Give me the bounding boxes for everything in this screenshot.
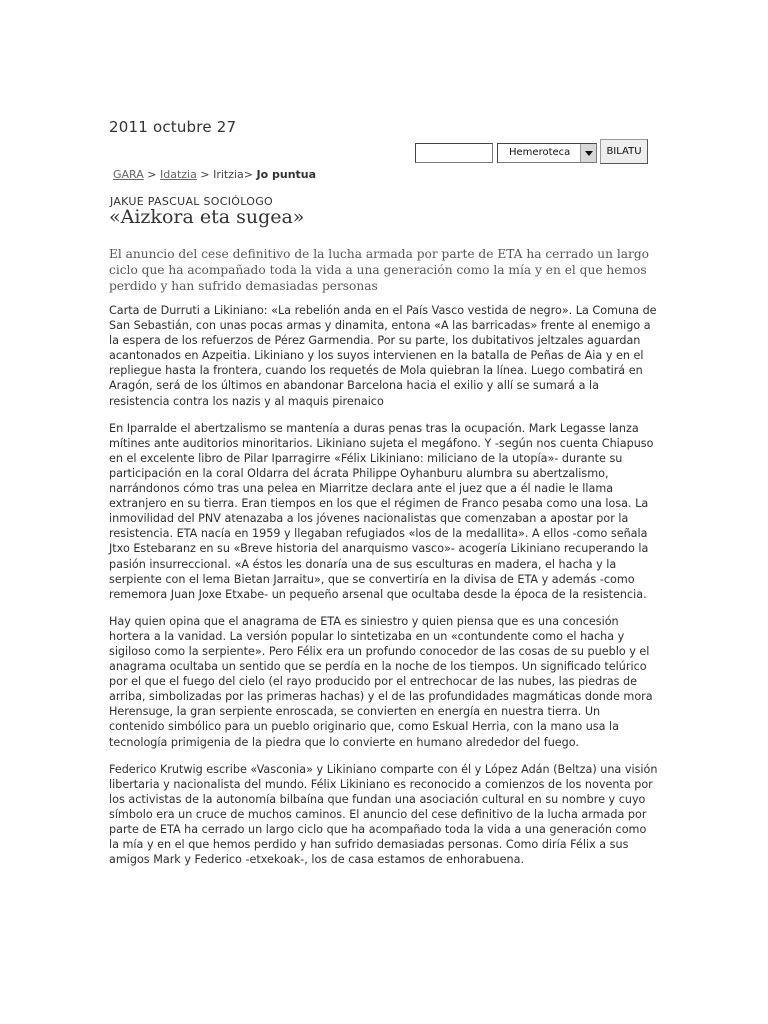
article-paragraph: Carta de Durruti a Likiniano: «La rebelión anda en el País Vasco vestida de negro». La Comuna de San Sebastián, con unas pocas armas y dinamita, entona «A las barricadas» frente al enemigo a la espera de los refuerzos de Pérez Garmendia. Por su parte, los dubitativos jeltzales aguardan acantonados en Azpeitia. Likiniano y los suyos intervienen en la batalla de Peñas de Aia y en el repliegue hasta la frontera, cuando los requetés de Mola quiebran la línea. Luego combatirá en Aragón, será de los últimos en abandonar Barcelona hacia el exilio y allí se sumará a la resistencia contra los nazis y al maquis pirenaico (109, 304, 657, 408)
search-input[interactable] (415, 143, 493, 163)
page-date: 2011 octubre 27 (109, 118, 237, 136)
bilatu-button[interactable]: BILATU (600, 139, 648, 164)
hemeroteca-select[interactable] (497, 143, 597, 163)
article-lede: El anuncio del cese definitivo de la lucha armada por parte de ETA ha cerrado un largo ciclo que ha acompañado toda la vida a una generación como la mía y en el que hemos perdido y han sufrido demasiadas personas (109, 247, 650, 293)
breadcrumb-separator: > (200, 168, 210, 181)
breadcrumb-current: Jo puntua (256, 168, 317, 181)
article-body (109, 303, 659, 879)
article-title: «Aizkora eta sugea» (109, 206, 305, 228)
breadcrumb (113, 168, 316, 181)
article-author: JAKUE PASCUAL SOCIÓLOGO (110, 195, 274, 208)
article-paragraph: Hay quien opina que el anagrama de ETA es siniestro y quien piensa que es una concesión hortera a la vanidad. La versión popular lo sintetizaba en un «contundente como el hacha y sigiloso como la serpiente». Pero Félix era un profundo conocedor de las cosas de su pueblo y el anagrama ocultaba un sentido que se perdía en la noche de los tiempos. Un significado telúrico por el que el fuego del cielo (el rayo producido por el entrechocar de las nubes, las piedras de arriba, simbolizadas por las primeras hachas) y el de las profundidades magmáticas donde mora Herensuge, la gran serpiente enroscada, se convierten en energía en nuestra tierra. Un contenido simbólico para un pueblo originario que, como Eskual Herria, con la mano usa la tecnología primigenia de la piedra que lo convierte en humano alrededor del fuego. (109, 614, 653, 749)
article-paragraph: En Iparralde el abertzalismo se mantenía a duras penas tras la ocupación. Mark Legasse lanza mítines ante auditorios minoritarios. Likiniano sujeta el megáfono. Y -según nos cuenta Chiapuso en el excelente libro de Pilar Iparragirre «Félix Likiniano: miliciano de la utopía»- durante su participación en la coral Oldarra del ácrata Philippe Oyhanburu alumbra su abertzalismo, narrándonos cómo tras una pelea en Miarritze declara ante el juez que a él nadie le llama extranjero en su tierra. Eran tiempos en los que el régimen de Franco pesaba como una losa. La inmovilidad del PNV atenazaba a los jóvenes nacionalistas que comenzaban a apostar por la resistencia. ETA nacía en 1959 y llegaban refugiados «los de la medallita». A ellos -como señala Jtxo Estebaranz en su «Breve historia del anarquismo vasco»- acogería Likiniano recuperando la pasión insurreccional. «A éstos les donaría una de sus esculturas en madera, el hacha y la serpiente con el lema Bietan Jarraitu», que se convertiría en la divisa de ETA y además -como rememora Juan Joxe Etxabe- un pequeño arsenal que ocultaba desde la época de la resistencia. (109, 421, 654, 601)
breadcrumb-link-idatzia[interactable]: Idatzia (160, 168, 197, 181)
chevron-down-icon[interactable] (580, 144, 596, 162)
breadcrumb-item-iritzia: Iritzia (213, 168, 244, 181)
select-value: Hemeroteca (509, 147, 571, 158)
breadcrumb-separator: > (147, 168, 157, 181)
breadcrumb-link-gara[interactable]: GARA (113, 168, 144, 181)
breadcrumb-separator: > (243, 168, 254, 181)
article-paragraph: Federico Krutwig escribe «Vasconia» y Likiniano comparte con él y López Adán (Beltza) una visión libertaria y nacionalista del mundo. Félix Likiniano es reconocido a comienzos de los noventa por los activistas de la autonomía bilbaína que fundan una asociación cultural en su nombre y cuyo símbolo era un cruce de muchos caminos. El anuncio del cese definitivo de la lucha armada por parte de ETA ha cerrado un largo ciclo que ha acompañado toda la vida a una generación como la mía y en el que hemos perdido y han sufrido demasiadas personas. Como diría Félix a sus amigos Mark y Federico -etxekoak-, los de casa estamos de enhorabuena. (109, 762, 658, 867)
